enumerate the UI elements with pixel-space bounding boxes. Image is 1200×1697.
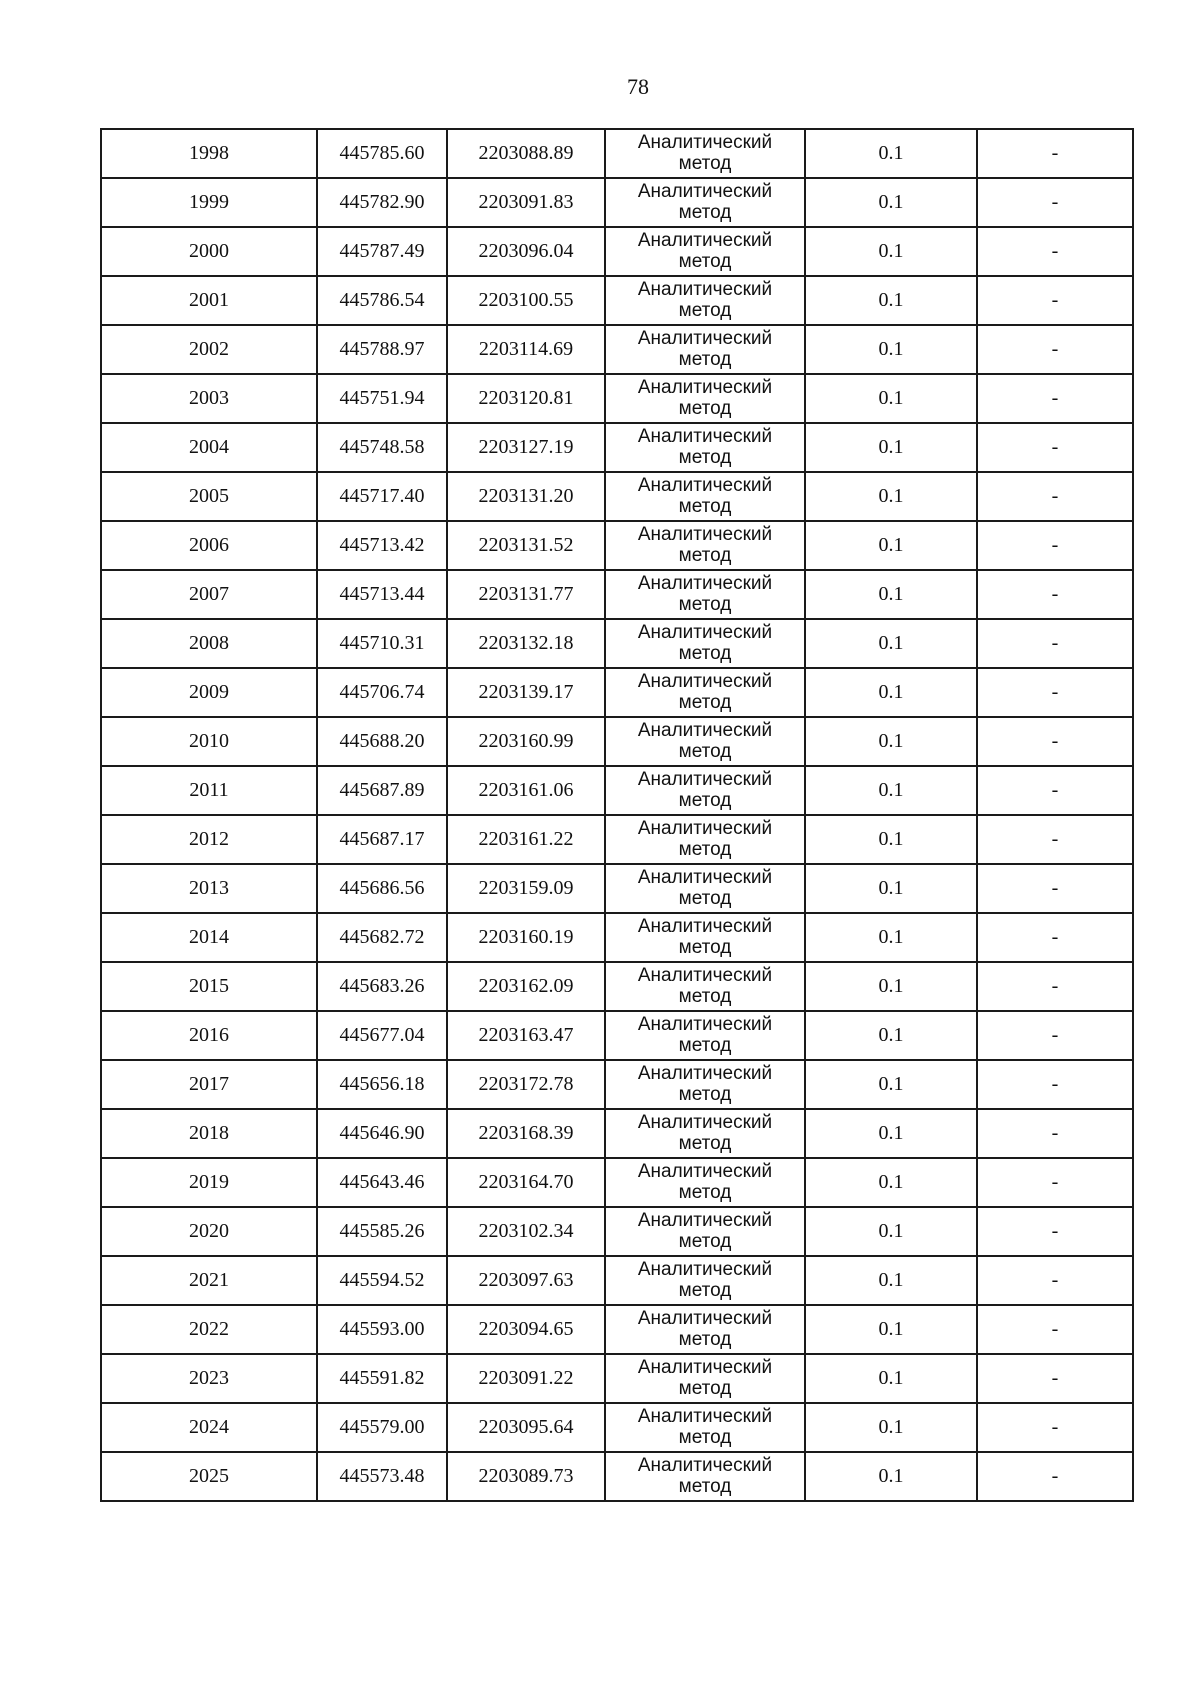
method-cell [605,815,805,864]
method-line1: Аналитический [637,572,773,594]
method-cell [605,864,805,913]
point-number-cell: 2011 [101,766,317,815]
x-coordinate-cell: 445593.00 [317,1305,447,1354]
precision-cell: 0.1 [805,1354,977,1403]
x-coordinate-cell: 445677.04 [317,1011,447,1060]
y-coordinate-cell: 2203160.99 [447,717,605,766]
method-line1: Аналитический [637,327,773,349]
method-cell [605,374,805,423]
y-coordinate-cell: 2203096.04 [447,227,605,276]
note-cell: - [977,864,1133,913]
precision-cell: 0.1 [805,962,977,1011]
y-coordinate-cell: 2203139.17 [447,668,605,717]
precision-cell: 0.1 [805,1011,977,1060]
point-number-cell: 2016 [101,1011,317,1060]
note-cell: - [977,1256,1133,1305]
table-row [101,178,1133,227]
method-cell [605,619,805,668]
method-line1: Аналитический [637,621,773,643]
table-row [101,374,1133,423]
table-row [101,668,1133,717]
coordinates-table [100,128,1134,1502]
x-coordinate-cell: 445643.46 [317,1158,447,1207]
point-number-cell: 2024 [101,1403,317,1452]
method-line1: Аналитический [637,1356,773,1378]
table-row [101,766,1133,815]
precision-cell: 0.1 [805,864,977,913]
point-number-cell: 2004 [101,423,317,472]
precision-cell: 0.1 [805,325,977,374]
method-cell [605,668,805,717]
method-cell [605,913,805,962]
method-cell [605,1452,805,1501]
x-coordinate-cell: 445788.97 [317,325,447,374]
x-coordinate-cell: 445751.94 [317,374,447,423]
y-coordinate-cell: 2203091.83 [447,178,605,227]
table-row [101,521,1133,570]
x-coordinate-cell: 445682.72 [317,913,447,962]
y-coordinate-cell: 2203131.20 [447,472,605,521]
precision-cell: 0.1 [805,1452,977,1501]
note-cell: - [977,276,1133,325]
point-number-cell: 2018 [101,1109,317,1158]
method-cell [605,1207,805,1256]
table-row [101,619,1133,668]
note-cell: - [977,472,1133,521]
y-coordinate-cell: 2203088.89 [447,129,605,178]
precision-cell: 0.1 [805,668,977,717]
method-line1: Аналитический [637,474,773,496]
method-line2: метод [678,544,732,566]
point-number-cell: 2014 [101,913,317,962]
method-line1: Аналитический [637,670,773,692]
method-line2: метод [678,152,732,174]
note-cell: - [977,1403,1133,1452]
table-row [101,1452,1133,1501]
method-line1: Аналитический [637,1111,773,1133]
table-row [101,1305,1133,1354]
precision-cell: 0.1 [805,1256,977,1305]
table-row [101,1060,1133,1109]
method-line2: метод [678,201,732,223]
table-row [101,815,1133,864]
method-line2: метод [678,740,732,762]
precision-cell: 0.1 [805,815,977,864]
x-coordinate-cell: 445748.58 [317,423,447,472]
method-cell [605,227,805,276]
note-cell: - [977,423,1133,472]
table-row [101,1011,1133,1060]
y-coordinate-cell: 2203131.77 [447,570,605,619]
method-cell [605,1354,805,1403]
method-cell [605,1305,805,1354]
method-line1: Аналитический [637,1013,773,1035]
method-line2: метод [678,1279,732,1301]
method-line1: Аналитический [637,719,773,741]
method-line1: Аналитический [637,376,773,398]
table-row [101,913,1133,962]
y-coordinate-cell: 2203164.70 [447,1158,605,1207]
method-cell [605,1256,805,1305]
point-number-cell: 1999 [101,178,317,227]
method-line1: Аналитический [637,229,773,251]
table-row [101,423,1133,472]
precision-cell: 0.1 [805,521,977,570]
method-line1: Аналитический [637,866,773,888]
y-coordinate-cell: 2203095.64 [447,1403,605,1452]
y-coordinate-cell: 2203159.09 [447,864,605,913]
point-number-cell: 2017 [101,1060,317,1109]
precision-cell: 0.1 [805,129,977,178]
note-cell: - [977,374,1133,423]
method-line2: метод [678,1034,732,1056]
y-coordinate-cell: 2203162.09 [447,962,605,1011]
x-coordinate-cell: 445706.74 [317,668,447,717]
note-cell: - [977,227,1133,276]
note-cell: - [977,913,1133,962]
precision-cell: 0.1 [805,1158,977,1207]
table-row [101,1354,1133,1403]
method-line1: Аналитический [637,915,773,937]
point-number-cell: 2015 [101,962,317,1011]
method-cell [605,276,805,325]
method-cell [605,1060,805,1109]
precision-cell: 0.1 [805,1403,977,1452]
method-line2: метод [678,789,732,811]
x-coordinate-cell: 445594.52 [317,1256,447,1305]
table-row [101,325,1133,374]
point-number-cell: 2009 [101,668,317,717]
y-coordinate-cell: 2203102.34 [447,1207,605,1256]
x-coordinate-cell: 445717.40 [317,472,447,521]
x-coordinate-cell: 445573.48 [317,1452,447,1501]
method-line2: метод [678,642,732,664]
y-coordinate-cell: 2203172.78 [447,1060,605,1109]
point-number-cell: 2008 [101,619,317,668]
point-number-cell: 2002 [101,325,317,374]
y-coordinate-cell: 2203097.63 [447,1256,605,1305]
precision-cell: 0.1 [805,1207,977,1256]
note-cell: - [977,1158,1133,1207]
precision-cell: 0.1 [805,766,977,815]
precision-cell: 0.1 [805,227,977,276]
x-coordinate-cell: 445579.00 [317,1403,447,1452]
method-line2: метод [678,348,732,370]
method-line1: Аналитический [637,1258,773,1280]
y-coordinate-cell: 2203131.52 [447,521,605,570]
y-coordinate-cell: 2203114.69 [447,325,605,374]
table-row [101,129,1133,178]
method-line1: Аналитический [637,1454,773,1476]
table-row [101,864,1133,913]
method-line2: метод [678,397,732,419]
method-cell [605,1011,805,1060]
x-coordinate-cell: 445786.54 [317,276,447,325]
note-cell: - [977,521,1133,570]
point-number-cell: 2003 [101,374,317,423]
y-coordinate-cell: 2203127.19 [447,423,605,472]
method-cell [605,962,805,1011]
note-cell: - [977,570,1133,619]
method-line1: Аналитический [637,817,773,839]
method-cell [605,423,805,472]
method-line2: метод [678,1426,732,1448]
method-line2: метод [678,1132,732,1154]
point-number-cell: 2013 [101,864,317,913]
precision-cell: 0.1 [805,1305,977,1354]
method-line2: метод [678,838,732,860]
method-cell [605,325,805,374]
method-line1: Аналитический [637,1160,773,1182]
x-coordinate-cell: 445687.17 [317,815,447,864]
point-number-cell: 2023 [101,1354,317,1403]
method-line1: Аналитический [637,1209,773,1231]
note-cell: - [977,1109,1133,1158]
method-line2: метод [678,887,732,909]
precision-cell: 0.1 [805,472,977,521]
method-line2: метод [678,446,732,468]
method-line2: метод [678,1083,732,1105]
table-row [101,962,1133,1011]
x-coordinate-cell: 445686.56 [317,864,447,913]
method-line2: метод [678,1181,732,1203]
note-cell: - [977,129,1133,178]
note-cell: - [977,1305,1133,1354]
x-coordinate-cell: 445688.20 [317,717,447,766]
method-line2: метод [678,691,732,713]
x-coordinate-cell: 445591.82 [317,1354,447,1403]
method-line1: Аналитический [637,131,773,153]
point-number-cell: 2005 [101,472,317,521]
x-coordinate-cell: 445787.49 [317,227,447,276]
x-coordinate-cell: 445687.89 [317,766,447,815]
note-cell: - [977,1011,1133,1060]
table-row [101,472,1133,521]
table-row [101,276,1133,325]
note-cell: - [977,766,1133,815]
note-cell: - [977,325,1133,374]
note-cell: - [977,1060,1133,1109]
y-coordinate-cell: 2203161.22 [447,815,605,864]
precision-cell: 0.1 [805,1060,977,1109]
page-number: 78 [627,74,649,99]
note-cell: - [977,1354,1133,1403]
precision-cell: 0.1 [805,423,977,472]
table-row [101,227,1133,276]
method-line1: Аналитический [637,1062,773,1084]
point-number-cell: 2021 [101,1256,317,1305]
method-line1: Аналитический [637,1405,773,1427]
y-coordinate-cell: 2203120.81 [447,374,605,423]
note-cell: - [977,962,1133,1011]
y-coordinate-cell: 2203161.06 [447,766,605,815]
x-coordinate-cell: 445782.90 [317,178,447,227]
y-coordinate-cell: 2203091.22 [447,1354,605,1403]
method-cell [605,472,805,521]
x-coordinate-cell: 445585.26 [317,1207,447,1256]
point-number-cell: 2001 [101,276,317,325]
point-number-cell: 2012 [101,815,317,864]
method-line1: Аналитический [637,180,773,202]
method-line1: Аналитический [637,1307,773,1329]
x-coordinate-cell: 445785.60 [317,129,447,178]
precision-cell: 0.1 [805,1109,977,1158]
y-coordinate-cell: 2203089.73 [447,1452,605,1501]
method-line2: метод [678,1230,732,1252]
table-body [101,129,1133,1501]
method-cell [605,1109,805,1158]
table-row [101,1109,1133,1158]
method-line2: метод [678,936,732,958]
x-coordinate-cell: 445713.44 [317,570,447,619]
note-cell: - [977,815,1133,864]
y-coordinate-cell: 2203160.19 [447,913,605,962]
table-row [101,570,1133,619]
note-cell: - [977,717,1133,766]
x-coordinate-cell: 445646.90 [317,1109,447,1158]
precision-cell: 0.1 [805,570,977,619]
x-coordinate-cell: 445656.18 [317,1060,447,1109]
method-cell [605,766,805,815]
method-cell [605,717,805,766]
method-line1: Аналитический [637,425,773,447]
method-line2: метод [678,250,732,272]
method-line1: Аналитический [637,768,773,790]
method-line2: метод [678,1475,732,1497]
point-number-cell: 2010 [101,717,317,766]
note-cell: - [977,619,1133,668]
method-line2: метод [678,299,732,321]
note-cell: - [977,178,1133,227]
x-coordinate-cell: 445710.31 [317,619,447,668]
point-number-cell: 1998 [101,129,317,178]
method-cell [605,1158,805,1207]
note-cell: - [977,1207,1133,1256]
note-cell: - [977,668,1133,717]
y-coordinate-cell: 2203163.47 [447,1011,605,1060]
method-line1: Аналитический [637,278,773,300]
x-coordinate-cell: 445683.26 [317,962,447,1011]
point-number-cell: 2000 [101,227,317,276]
y-coordinate-cell: 2203100.55 [447,276,605,325]
precision-cell: 0.1 [805,717,977,766]
y-coordinate-cell: 2203094.65 [447,1305,605,1354]
point-number-cell: 2007 [101,570,317,619]
y-coordinate-cell: 2203168.39 [447,1109,605,1158]
method-line1: Аналитический [637,964,773,986]
method-line2: метод [678,1377,732,1399]
method-cell [605,178,805,227]
method-line2: метод [678,593,732,615]
precision-cell: 0.1 [805,374,977,423]
precision-cell: 0.1 [805,178,977,227]
method-line2: метод [678,985,732,1007]
precision-cell: 0.1 [805,913,977,962]
method-line2: метод [678,1328,732,1350]
table-row [101,1256,1133,1305]
point-number-cell: 2006 [101,521,317,570]
method-line1: Аналитический [637,523,773,545]
point-number-cell: 2020 [101,1207,317,1256]
precision-cell: 0.1 [805,276,977,325]
method-cell [605,521,805,570]
table-row [101,717,1133,766]
method-line2: метод [678,495,732,517]
x-coordinate-cell: 445713.42 [317,521,447,570]
point-number-cell: 2019 [101,1158,317,1207]
method-cell [605,570,805,619]
point-number-cell: 2022 [101,1305,317,1354]
note-cell: - [977,1452,1133,1501]
table-row [101,1403,1133,1452]
method-cell [605,129,805,178]
table-row [101,1158,1133,1207]
precision-cell: 0.1 [805,619,977,668]
method-cell [605,1403,805,1452]
table-row [101,1207,1133,1256]
y-coordinate-cell: 2203132.18 [447,619,605,668]
point-number-cell: 2025 [101,1452,317,1501]
